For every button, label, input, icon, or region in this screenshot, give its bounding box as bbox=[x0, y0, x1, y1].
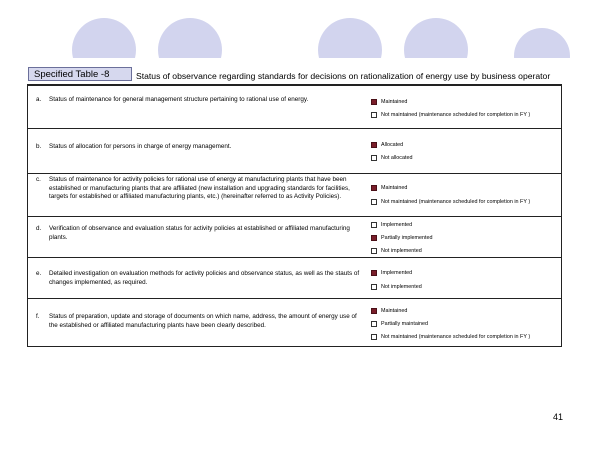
table-row bbox=[28, 217, 561, 258]
deco-circle bbox=[514, 28, 570, 58]
checkbox[interactable] bbox=[371, 321, 377, 327]
table-row bbox=[28, 174, 561, 217]
question-label: e. bbox=[36, 270, 42, 277]
question-label: f. bbox=[36, 313, 40, 320]
question-text: Verification of observance and evaluation status for activity policies at established or affiliated manufacturing plants. bbox=[49, 225, 350, 241]
question-label: d. bbox=[36, 225, 42, 232]
checkbox[interactable] bbox=[371, 185, 377, 191]
checkbox[interactable] bbox=[371, 308, 377, 314]
checkbox[interactable] bbox=[371, 284, 377, 290]
question bbox=[36, 129, 366, 173]
page-title: Status of observance regarding standards for decisions on rationalization of energy use by business operator bbox=[136, 71, 551, 81]
deco-circle bbox=[318, 18, 382, 58]
checkbox[interactable] bbox=[371, 248, 377, 254]
option-label: Not maintained (maintenance scheduled for completion in FY ) bbox=[381, 199, 531, 205]
deco-circle bbox=[158, 18, 222, 58]
option-label: Maintained bbox=[381, 185, 408, 191]
options bbox=[371, 174, 559, 216]
checkbox[interactable] bbox=[371, 334, 377, 340]
option-label: Maintained bbox=[381, 308, 408, 314]
option-label: Implemented bbox=[381, 270, 413, 276]
options bbox=[371, 129, 559, 173]
observance-table bbox=[27, 84, 562, 347]
table-row bbox=[28, 86, 561, 129]
question bbox=[36, 217, 366, 257]
table-tag: Specified Table -8 bbox=[28, 67, 132, 81]
question-text: Status of maintenance for activity policies for rational use of energy at manufacturing plants that have been established or manufacturing plants that are affiliated (new installation and upgrading standards for facilities, targets for established or affiliated manufacturing plants, etc.) (hereinafter referred to as Activity Policies). bbox=[49, 176, 350, 201]
table-row bbox=[28, 258, 561, 299]
table-row bbox=[28, 299, 561, 347]
option-label: Not maintained (maintenance scheduled for completion in FY ) bbox=[381, 334, 531, 340]
option-label: Not implemented bbox=[381, 248, 422, 254]
checkbox[interactable] bbox=[371, 99, 377, 105]
question-text: Detailed investigation on evaluation methods for activity policies and observance status, as well as the stauts of changes implemented, as required. bbox=[49, 270, 360, 286]
question-label: b. bbox=[36, 143, 42, 150]
option-label: Partially maintained bbox=[381, 321, 429, 327]
question-label: a. bbox=[36, 96, 42, 103]
options bbox=[371, 217, 559, 257]
option-label: Not implemented bbox=[381, 284, 422, 290]
question bbox=[36, 258, 366, 298]
checkbox[interactable] bbox=[371, 270, 377, 276]
options bbox=[371, 299, 559, 347]
table-row bbox=[28, 129, 561, 174]
page-number: 41 bbox=[553, 412, 564, 422]
question-text: Status of allocation for persons in charge of energy management. bbox=[49, 143, 232, 150]
decorative-header-circles bbox=[0, 0, 600, 58]
deco-circle bbox=[72, 18, 136, 58]
question-label: c. bbox=[36, 176, 41, 183]
option-label: Partially implemented bbox=[381, 235, 433, 241]
options bbox=[371, 258, 559, 298]
question-text: Status of preparation, update and storage of documents on which name, address, the amount of energy use of the established or affiliated manufacturing plants have been clearly described. bbox=[49, 313, 357, 329]
checkbox[interactable] bbox=[371, 222, 377, 228]
option-label: Maintained bbox=[381, 99, 408, 105]
checkbox[interactable] bbox=[371, 235, 377, 241]
checkbox[interactable] bbox=[371, 112, 377, 118]
option-label: Allocated bbox=[381, 142, 404, 148]
question-text: Status of maintenance for general management structure pertaining to rational use of energy. bbox=[49, 96, 309, 103]
checkbox[interactable] bbox=[371, 155, 377, 161]
checkbox[interactable] bbox=[371, 142, 377, 148]
option-label: Not maintained (maintenance scheduled for completion in FY ) bbox=[381, 112, 531, 118]
deco-circle bbox=[404, 18, 468, 58]
question bbox=[36, 299, 366, 347]
option-label: Not allocated bbox=[381, 155, 413, 161]
checkbox[interactable] bbox=[371, 199, 377, 205]
question bbox=[36, 86, 366, 128]
question bbox=[36, 174, 366, 216]
option-label: Implemented bbox=[381, 222, 413, 228]
options bbox=[371, 86, 559, 128]
